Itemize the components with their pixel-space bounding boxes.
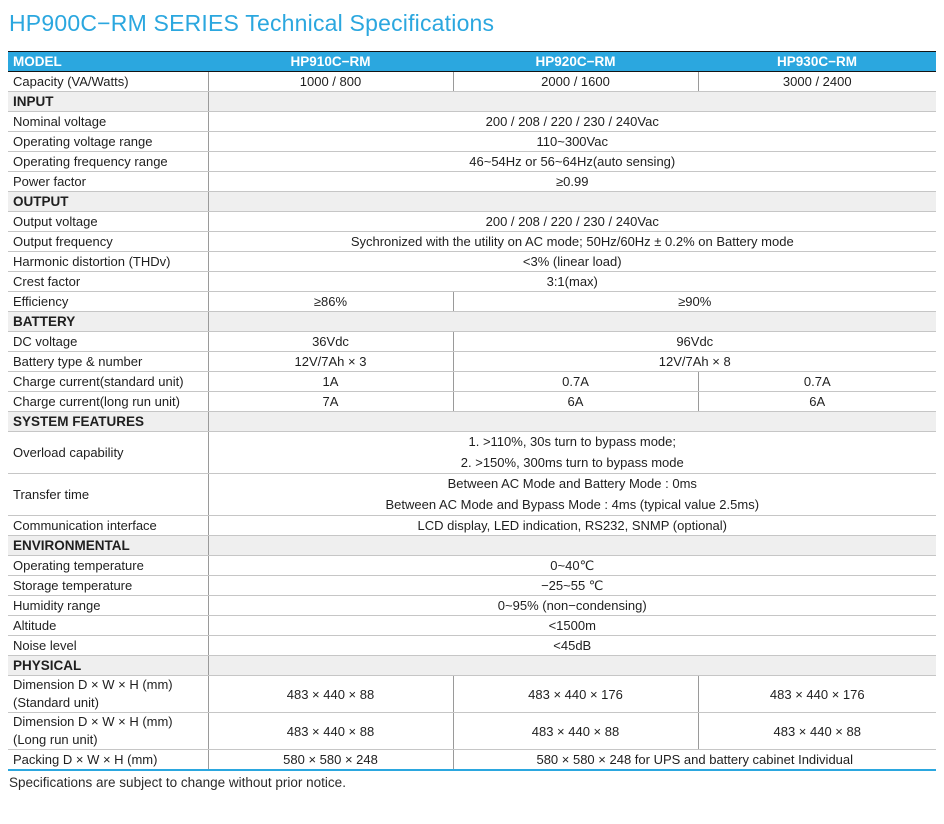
spec-row bbox=[8, 332, 936, 352]
spec-label: Efficiency bbox=[8, 292, 208, 312]
spec-label: Packing D × W × H (mm) bbox=[8, 750, 208, 770]
spec-value: ≥90% bbox=[453, 292, 936, 312]
spec-label: Noise level bbox=[8, 636, 208, 656]
spec-value: ≥86% bbox=[208, 292, 453, 312]
spec-label: Charge current(long run unit) bbox=[8, 392, 208, 412]
section-row-filler bbox=[208, 312, 936, 332]
spec-value: 483 × 440 × 88 bbox=[698, 713, 936, 750]
spec-value: 1A bbox=[208, 372, 453, 392]
spec-value: 0~40℃ bbox=[208, 556, 936, 576]
spec-label: Crest factor bbox=[8, 272, 208, 292]
spec-row bbox=[8, 352, 936, 372]
section-row bbox=[8, 412, 936, 432]
section-row-filler bbox=[208, 192, 936, 212]
section-row bbox=[8, 656, 936, 676]
spec-row bbox=[8, 713, 936, 750]
spec-value: <1500m bbox=[208, 616, 936, 636]
spec-value: 1. >110%, 30s turn to bypass mode; 2. >150%, 300ms turn to bypass mode bbox=[208, 432, 936, 474]
spec-label: Nominal voltage bbox=[8, 112, 208, 132]
section-row-filler bbox=[208, 92, 936, 112]
spec-label: Charge current(standard unit) bbox=[8, 372, 208, 392]
spec-value: 0.7A bbox=[698, 372, 936, 392]
spec-row bbox=[8, 172, 936, 192]
spec-label: Operating frequency range bbox=[8, 152, 208, 172]
spec-value: 483 × 440 × 176 bbox=[698, 676, 936, 713]
spec-label: Harmonic distortion (THDv) bbox=[8, 252, 208, 272]
section-title: OUTPUT bbox=[8, 192, 208, 212]
section-row-filler bbox=[208, 412, 936, 432]
spec-label: Overload capability bbox=[8, 432, 208, 474]
spec-value: 483 × 440 × 176 bbox=[453, 676, 698, 713]
spec-label: DC voltage bbox=[8, 332, 208, 352]
section-row bbox=[8, 192, 936, 212]
footer-note: Specifications are subject to change without prior notice. bbox=[9, 774, 346, 790]
spec-label: Humidity range bbox=[8, 596, 208, 616]
spec-value: <3% (linear load) bbox=[208, 252, 936, 272]
spec-row bbox=[8, 272, 936, 292]
spec-label: Power factor bbox=[8, 172, 208, 192]
section-title: ENVIRONMENTAL bbox=[8, 536, 208, 556]
spec-value: LCD display, LED indication, RS232, SNMP (optional) bbox=[208, 516, 936, 536]
spec-label: Operating temperature bbox=[8, 556, 208, 576]
spec-row bbox=[8, 474, 936, 516]
spec-value: ≥0.99 bbox=[208, 172, 936, 192]
spec-row bbox=[8, 232, 936, 252]
spec-value: 110~300Vac bbox=[208, 132, 936, 152]
spec-value: 3000 / 2400 bbox=[698, 72, 936, 92]
section-row bbox=[8, 312, 936, 332]
header-model-3: HP930C−RM bbox=[698, 52, 936, 72]
spec-table-header bbox=[8, 52, 936, 72]
header-model-2: HP920C−RM bbox=[453, 52, 698, 72]
spec-row bbox=[8, 750, 936, 770]
spec-label: Storage temperature bbox=[8, 576, 208, 596]
model-header-row bbox=[8, 52, 936, 72]
spec-value: 6A bbox=[453, 392, 698, 412]
spec-row bbox=[8, 556, 936, 576]
spec-value: 483 × 440 × 88 bbox=[453, 713, 698, 750]
spec-table bbox=[8, 51, 936, 771]
spec-value: 3:1(max) bbox=[208, 272, 936, 292]
spec-row bbox=[8, 676, 936, 713]
spec-row bbox=[8, 132, 936, 152]
spec-row bbox=[8, 152, 936, 172]
section-title: PHYSICAL bbox=[8, 656, 208, 676]
spec-row bbox=[8, 432, 936, 474]
spec-row bbox=[8, 112, 936, 132]
section-title: BATTERY bbox=[8, 312, 208, 332]
spec-value: 6A bbox=[698, 392, 936, 412]
spec-value: 483 × 440 × 88 bbox=[208, 713, 453, 750]
page-title: HP900C−RM SERIES Technical Specifications bbox=[9, 10, 495, 36]
spec-value: 580 × 580 × 248 for UPS and battery cabinet Individual bbox=[453, 750, 936, 770]
spec-row bbox=[8, 516, 936, 536]
spec-label: Dimension D × W × H (mm) (Long run unit) bbox=[8, 713, 208, 750]
spec-row bbox=[8, 292, 936, 312]
spec-value: 36Vdc bbox=[208, 332, 453, 352]
header-model-1: HP910C−RM bbox=[208, 52, 453, 72]
spec-value: 1000 / 800 bbox=[208, 72, 453, 92]
spec-value: 0.7A bbox=[453, 372, 698, 392]
spec-value: 200 / 208 / 220 / 230 / 240Vac bbox=[208, 112, 936, 132]
spec-value: 12V/7Ah × 8 bbox=[453, 352, 936, 372]
spec-label: Output voltage bbox=[8, 212, 208, 232]
spec-value: Sychronized with the utility on AC mode; 50Hz/60Hz ± 0.2% on Battery mode bbox=[208, 232, 936, 252]
spec-value: <45dB bbox=[208, 636, 936, 656]
header-model-label: MODEL bbox=[8, 52, 208, 72]
spec-value: 96Vdc bbox=[453, 332, 936, 352]
section-row bbox=[8, 536, 936, 556]
spec-row bbox=[8, 576, 936, 596]
spec-value: 12V/7Ah × 3 bbox=[208, 352, 453, 372]
spec-value: 483 × 440 × 88 bbox=[208, 676, 453, 713]
spec-row bbox=[8, 616, 936, 636]
spec-table-body bbox=[8, 72, 936, 770]
section-title: SYSTEM FEATURES bbox=[8, 412, 208, 432]
spec-row bbox=[8, 252, 936, 272]
spec-label: Communication interface bbox=[8, 516, 208, 536]
spec-row bbox=[8, 372, 936, 392]
spec-row bbox=[8, 596, 936, 616]
spec-label: Transfer time bbox=[8, 474, 208, 516]
spec-value: 200 / 208 / 220 / 230 / 240Vac bbox=[208, 212, 936, 232]
spec-label: Altitude bbox=[8, 616, 208, 636]
spec-value: −25~55 ℃ bbox=[208, 576, 936, 596]
section-title: INPUT bbox=[8, 92, 208, 112]
spec-value: 46~54Hz or 56~64Hz(auto sensing) bbox=[208, 152, 936, 172]
section-row bbox=[8, 92, 936, 112]
spec-value: 2000 / 1600 bbox=[453, 72, 698, 92]
section-row-filler bbox=[208, 536, 936, 556]
spec-label: Battery type & number bbox=[8, 352, 208, 372]
spec-row bbox=[8, 392, 936, 412]
section-row-filler bbox=[208, 656, 936, 676]
spec-label: Capacity (VA/Watts) bbox=[8, 72, 208, 92]
spec-value: Between AC Mode and Battery Mode : 0ms Between AC Mode and Bypass Mode : 4ms (typical value 2.5ms) bbox=[208, 474, 936, 516]
spec-value: 7A bbox=[208, 392, 453, 412]
spec-row bbox=[8, 72, 936, 92]
spec-value: 0~95% (non−condensing) bbox=[208, 596, 936, 616]
spec-label: Dimension D × W × H (mm) (Standard unit) bbox=[8, 676, 208, 713]
spec-value: 580 × 580 × 248 bbox=[208, 750, 453, 770]
spec-label: Operating voltage range bbox=[8, 132, 208, 152]
spec-label: Output frequency bbox=[8, 232, 208, 252]
spec-row bbox=[8, 636, 936, 656]
spec-row bbox=[8, 212, 936, 232]
